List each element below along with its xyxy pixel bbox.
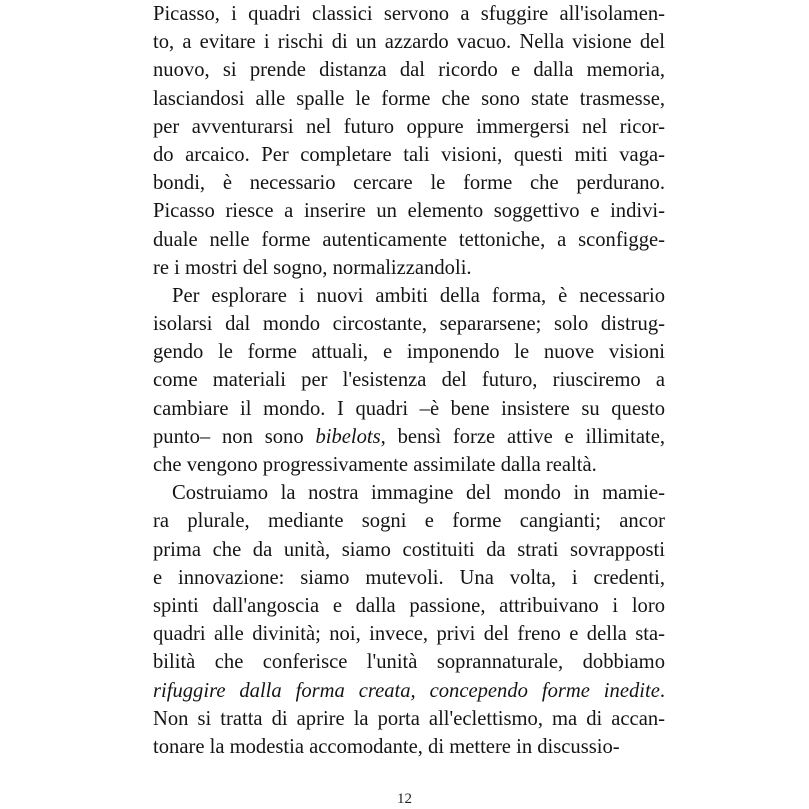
text-line xyxy=(153,507,665,535)
text-segment: come materiali per l'esistenza del futuro, riusciremo a xyxy=(153,369,665,392)
text-segment: lasciandosi alle spalle le forme che sono state trasmesse, xyxy=(153,87,665,110)
text-segment: bilità che conferisce l'unità soprannaturale, dobbiamo xyxy=(153,651,665,674)
text-segment: ra plurale, mediante sogni e forme cangianti; ancor xyxy=(153,510,665,533)
text-segment: bondi, è necessario cercare le forme che perdurano. xyxy=(153,172,665,195)
body-text xyxy=(153,0,665,761)
text-segment: Picasso, i quadri classici servono a sfuggire all'isolamen- xyxy=(153,3,665,25)
text-segment: tonare la modestia accomodante, di mettere in discussio- xyxy=(153,735,620,758)
text-line xyxy=(153,141,665,169)
paragraph xyxy=(153,479,665,761)
text-segment: per avventurarsi nel futuro oppure immergersi nel ricor- xyxy=(153,115,665,138)
text-line xyxy=(153,113,665,141)
text-line xyxy=(153,677,665,705)
text-line xyxy=(153,310,665,338)
text-segment: re i mostri del sogno, normalizzandoli. xyxy=(153,256,472,279)
text-segment: Per esplorare i nuovi ambiti della forma, è necessario xyxy=(172,284,665,307)
text-segment: Non si tratta di aprire la porta all'eclettismo, ma di accan- xyxy=(153,707,665,730)
text-line xyxy=(153,197,665,225)
text-line xyxy=(153,395,665,423)
page-number: 12 xyxy=(397,791,412,807)
text-line xyxy=(153,705,665,733)
text-line xyxy=(153,592,665,620)
paragraph xyxy=(153,0,665,282)
text-segment: to, a evitare i rischi di un azzardo vacuo. Nella visione del xyxy=(153,31,665,54)
text-line xyxy=(153,85,665,113)
text-line xyxy=(153,451,665,479)
text-segment: nuovo, si prende distanza dal ricordo e dalla memoria, xyxy=(153,59,665,82)
text-line xyxy=(153,733,665,761)
text-segment: gendo le forme attuali, e imponendo le nuove visioni xyxy=(153,341,665,364)
text-segment: punto– non sono xyxy=(153,425,316,448)
paragraph xyxy=(153,282,665,479)
text-segment: duale nelle forme autenticamente tettoniche, a sconfigge- xyxy=(153,228,665,251)
text-segment: do arcaico. Per completare tali visioni, questi miti vaga- xyxy=(153,143,665,166)
text-line xyxy=(153,254,665,282)
text-line xyxy=(153,536,665,564)
text-segment: Costruiamo la nostra immagine del mondo in mamie- xyxy=(172,482,665,505)
text-segment: prima che da unità, siamo costituiti da strati sovrapposti xyxy=(153,538,665,561)
text-line xyxy=(153,648,665,676)
text-line xyxy=(153,226,665,254)
text-segment: quadri alle divinità; noi, invece, privi del freno e della sta- xyxy=(153,623,665,646)
text-line xyxy=(153,366,665,394)
text-line xyxy=(153,282,665,310)
text-segment: . xyxy=(659,679,665,702)
text-segment: isolarsi dal mondo circostante, separarsene; solo distrug- xyxy=(153,313,665,336)
text-line xyxy=(153,338,665,366)
italic-text: bibelots xyxy=(315,425,381,448)
text-line xyxy=(153,564,665,592)
text-segment: cambiare il mondo. I quadri –è bene insistere su questo xyxy=(153,397,665,420)
text-segment: Picasso riesce a inserire un elemento soggettivo e indivi- xyxy=(153,200,665,223)
text-segment: che vengono progressivamente assimilate dalla realtà. xyxy=(153,454,597,476)
text-line xyxy=(153,169,665,197)
text-line xyxy=(153,479,665,507)
italic-text: rifuggire dalla forma creata, concependo forme inedite xyxy=(153,679,660,702)
text-segment: e innovazione: siamo mutevoli. Una volta, i credenti, xyxy=(153,566,665,589)
text-line xyxy=(153,56,665,84)
text-line xyxy=(153,0,665,28)
text-segment: , bensì forze attive e illimitate, xyxy=(380,425,665,448)
text-line xyxy=(153,28,665,56)
text-line xyxy=(153,423,665,451)
text-segment: spinti dall'angoscia e dalla passione, attribuivano i loro xyxy=(153,594,665,617)
text-line xyxy=(153,620,665,648)
